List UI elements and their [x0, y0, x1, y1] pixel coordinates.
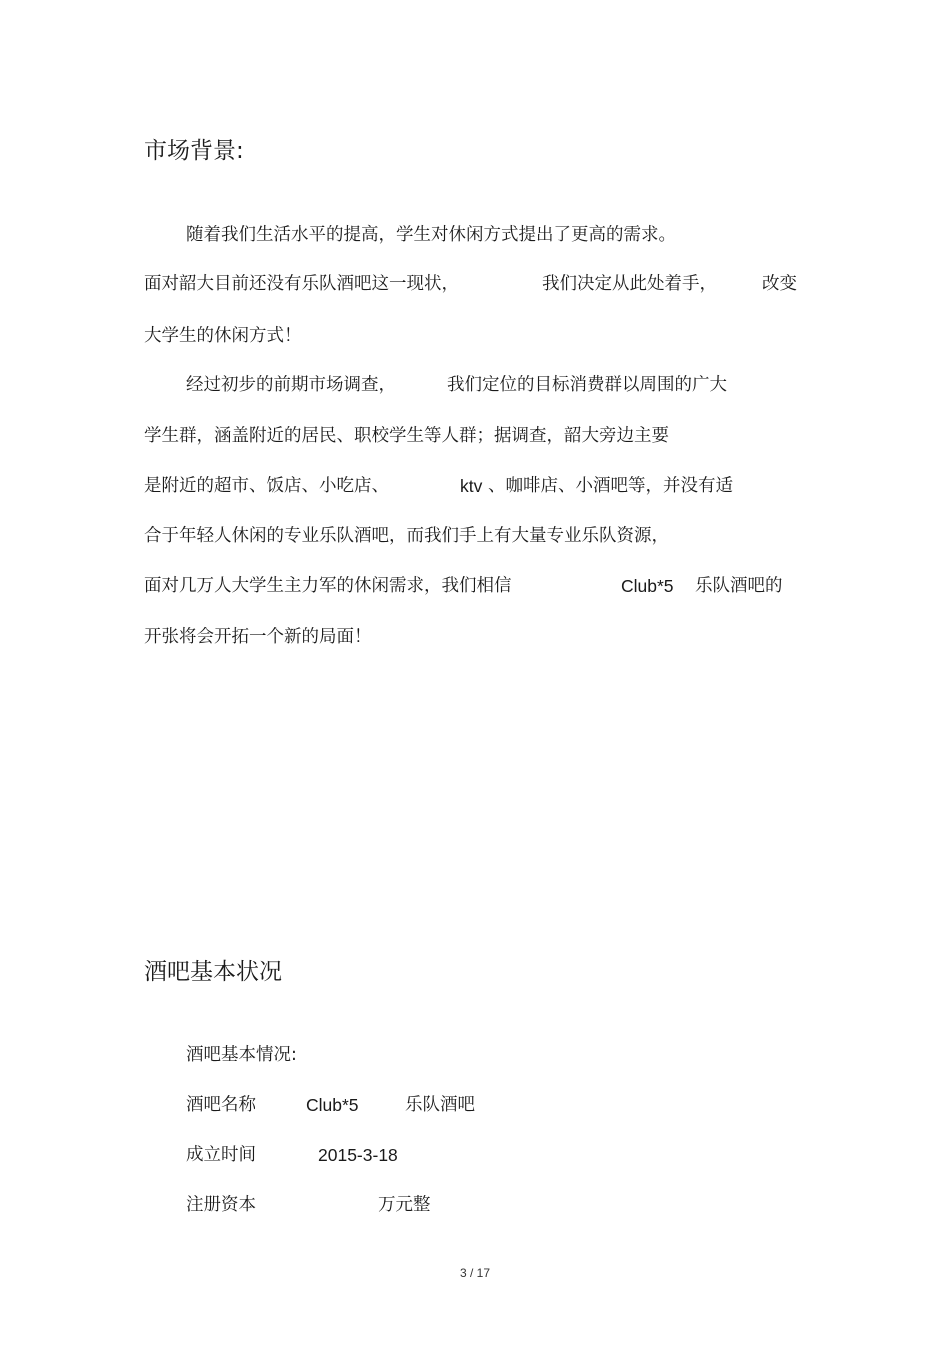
info-row-date	[186, 1143, 586, 1167]
subheading: 酒吧基本情况:	[186, 1045, 297, 1065]
paragraph-line	[186, 373, 806, 397]
text-segment: ktv	[460, 476, 483, 496]
text-segment: 我们定位的目标消费群以周围的广大	[447, 375, 727, 395]
field-label: 注册资本	[186, 1195, 256, 1215]
section-heading-market-background: 市场背景:	[144, 138, 244, 164]
text-segment: 经过初步的前期市场调查，	[186, 375, 396, 395]
section-heading-bar-status: 酒吧基本状况	[144, 959, 282, 985]
paragraph-line: 大学生的休闲方式！	[144, 326, 302, 346]
text-segment: 、咖啡店、小酒吧等，并没有适	[488, 476, 733, 496]
field-value: 2015-3-18	[318, 1145, 398, 1165]
paragraph-line: 随着我们生活水平的提高，学生对休闲方式提出了更高的需求。	[186, 225, 676, 245]
text-segment: 改变	[762, 274, 797, 294]
paragraph-line: 开张将会开拓一个新的局面！	[144, 627, 372, 647]
paragraph-line: 合于年轻人休闲的专业乐队酒吧，而我们手上有大量专业乐队资源，	[144, 526, 669, 546]
field-label: 成立时间	[186, 1145, 256, 1165]
text-segment: Club*5	[621, 576, 674, 596]
field-value: Club*5	[306, 1095, 359, 1115]
paragraph-line	[144, 474, 804, 498]
paragraph-line	[144, 574, 804, 598]
text-segment: 乐队酒吧的	[695, 576, 783, 596]
text-segment: 我们决定从此处着手，	[542, 274, 717, 294]
paragraph-line	[144, 272, 814, 296]
field-value: 万元整	[378, 1195, 431, 1215]
field-value: 乐队酒吧	[405, 1095, 475, 1115]
info-row-name	[186, 1093, 586, 1117]
field-label: 酒吧名称	[186, 1095, 256, 1115]
text-segment: 面对韶大目前还没有乐队酒吧这一现状，	[144, 274, 459, 294]
text-segment: 是附近的超市、饭店、小吃店、	[144, 476, 389, 496]
info-row-capital	[186, 1193, 586, 1217]
paragraph-line: 学生群，涵盖附近的居民、职校学生等人群；据调查，韶大旁边主要	[144, 426, 669, 446]
text-segment: 面对几万人大学生主力军的休闲需求，我们相信	[144, 576, 512, 596]
page-number: 3 / 17	[459, 1266, 491, 1280]
